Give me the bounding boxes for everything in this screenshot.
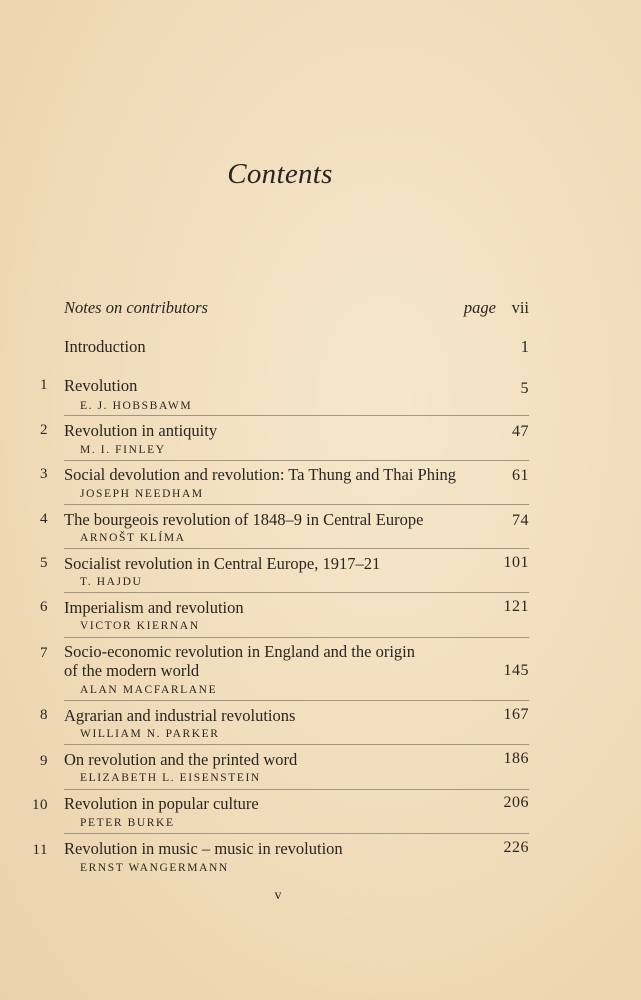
- chapter-title: Social devolution and revolution: Ta Thung and Thai Phing: [64, 465, 457, 484]
- entry-divider: [64, 548, 529, 549]
- entry-divider: [64, 833, 529, 834]
- chapter-page-number: 226: [503, 839, 529, 856]
- chapter-number: 1: [40, 377, 48, 393]
- chapter-page-number: 61: [512, 467, 529, 484]
- chapter-number: 10: [32, 797, 48, 813]
- entry-divider: [64, 504, 529, 505]
- chapter-title: Socialist revolution in Central Europe, 1917–21: [64, 554, 381, 573]
- chapter-author: VICTOR KIERNAN: [80, 620, 200, 632]
- chapter-title: Socio-economic revolution in England and the origin: [64, 642, 416, 661]
- chapter-page-number: 101: [503, 554, 529, 571]
- chapter-author: M. I. FINLEY: [80, 444, 166, 456]
- chapter-number: 9: [40, 753, 48, 769]
- chapter-number: 7: [40, 645, 48, 661]
- chapter-page-number: 145: [503, 662, 529, 679]
- chapter-author: ALAN MACFARLANE: [80, 684, 218, 696]
- entry-divider: [64, 637, 529, 638]
- chapter-title: Revolution in antiquity: [64, 421, 218, 440]
- chapter-number: 11: [32, 842, 48, 858]
- chapter-page-number: 186: [503, 750, 529, 767]
- chapter-page-number: 5: [520, 380, 529, 397]
- chapter-title: Revolution: [64, 376, 138, 395]
- chapter-title: Imperialism and revolution: [64, 598, 244, 617]
- chapter-title-continued: of the modern world: [64, 661, 200, 680]
- chapter-author: E. J. HOBSBAWM: [80, 400, 193, 412]
- entry-divider: [64, 744, 529, 745]
- page-word-label: page: [463, 298, 496, 317]
- chapter-author: WILLIAM N. PARKER: [80, 728, 220, 740]
- chapter-page-number: 206: [503, 794, 529, 811]
- chapter-page-number: 47: [512, 423, 529, 440]
- entry-divider: [64, 592, 529, 593]
- chapter-page-number: 167: [503, 706, 529, 723]
- chapter-page-number: 74: [512, 512, 529, 529]
- chapter-title: Revolution in popular culture: [64, 794, 259, 813]
- chapter-author: T. HAJDU: [80, 576, 143, 588]
- chapter-author: ERNST WANGERMANN: [80, 862, 229, 874]
- entry-divider: [64, 415, 529, 416]
- toc-page-number: vii: [511, 298, 529, 317]
- chapter-number: 2: [40, 422, 48, 438]
- chapter-author: PETER BURKE: [80, 817, 175, 829]
- chapter-title: On revolution and the printed word: [64, 750, 298, 769]
- chapter-author: JOSEPH NEEDHAM: [80, 488, 204, 500]
- chapter-title: Revolution in music – music in revolution: [64, 839, 343, 858]
- chapter-number: 6: [40, 599, 48, 615]
- page-title: Contents: [227, 158, 333, 190]
- chapter-title: Agrarian and industrial revolutions: [64, 706, 296, 725]
- entry-divider: [64, 460, 529, 461]
- chapter-author: ELIZABETH L. EISENSTEIN: [80, 772, 261, 784]
- chapter-number: 8: [40, 707, 48, 723]
- entry-divider: [64, 700, 529, 701]
- page-folio: v: [274, 888, 282, 903]
- toc-label: Notes on contributors: [64, 298, 208, 317]
- entry-divider: [64, 789, 529, 790]
- toc-page-number: 1: [520, 337, 529, 356]
- chapter-title: The bourgeois revolution of 1848–9 in Central Europe: [64, 510, 424, 529]
- chapter-number: 5: [40, 555, 48, 571]
- chapter-number: 4: [40, 511, 48, 527]
- chapter-author: ARNOŠT KLÍMA: [80, 532, 186, 544]
- chapter-page-number: 121: [503, 598, 529, 615]
- toc-label: Introduction: [64, 337, 146, 356]
- chapter-number: 3: [40, 466, 48, 482]
